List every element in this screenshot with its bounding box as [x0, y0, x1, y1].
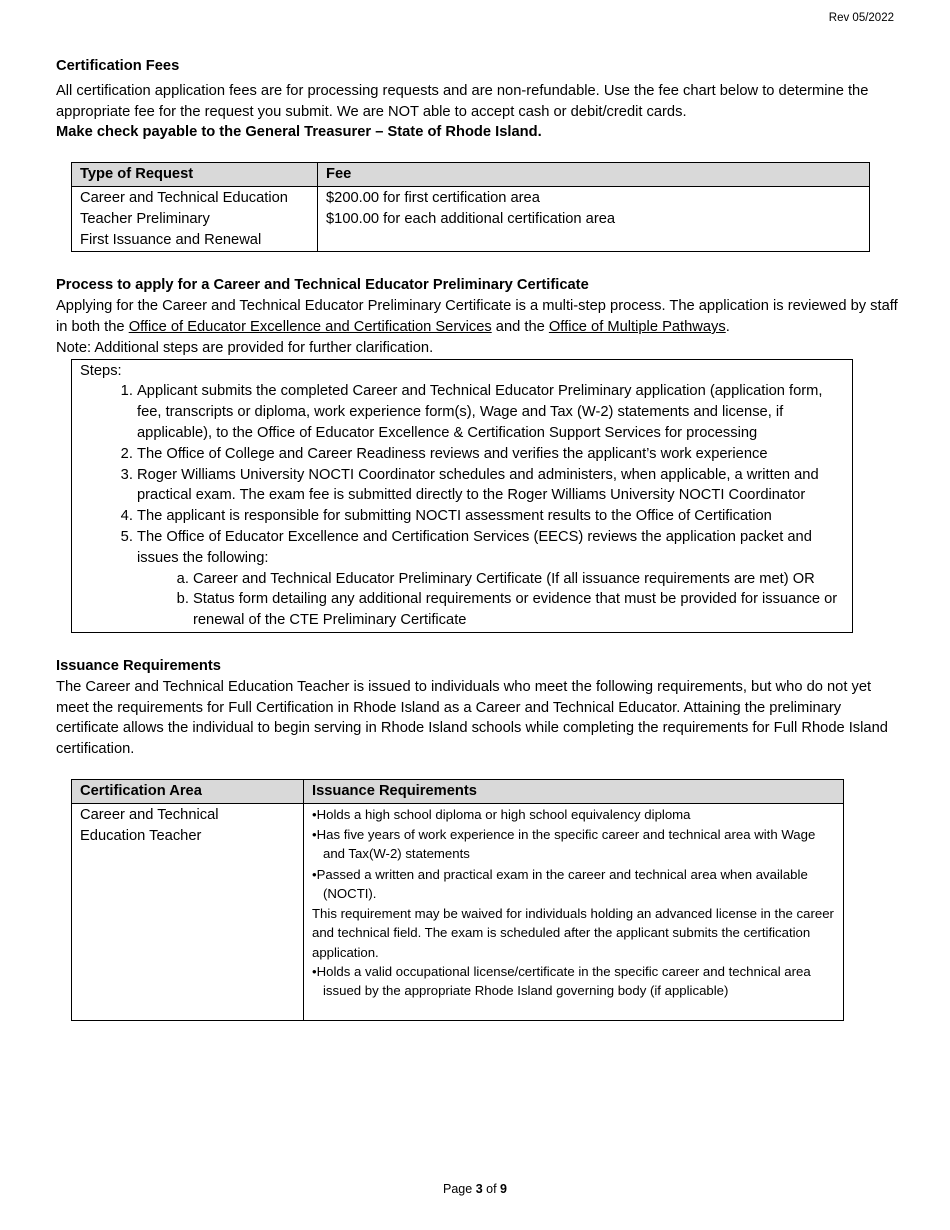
- page-total: 9: [500, 1182, 507, 1196]
- step-item: 4. The applicant is responsible for submitting NOCTI assessment results to the Office of Certification: [137, 506, 844, 527]
- requirement-item: • Passed a written and practical exam in the career and technical area when available (NOCTI).: [312, 865, 835, 904]
- substep-item: b. Status form detailing any additional requirements or evidence that must be provided for issuance or renewal of the CTE Preliminary Certificate: [193, 589, 844, 631]
- requirement-note: This requirement may be waived for individuals holding an advanced license in the career and technical field. The exam is scheduled after the applicant submits the certification application.: [312, 906, 834, 960]
- issuance-heading: Issuance Requirements: [56, 657, 221, 674]
- process-intro: [56, 296, 898, 338]
- substep-item: a. Career and Technical Educator Preliminary Certificate (If all issuance requirements are met) OR: [193, 569, 844, 590]
- certification-area-cell: [72, 803, 304, 1020]
- requirement-item: • Holds a valid occupational license/certificate in the specific career and technical area issued by the appropriate Rhode Island governing body (if applicable): [312, 962, 835, 1001]
- substeps-list: [137, 569, 844, 631]
- fee-type-line: First Issuance and Renewal: [80, 231, 262, 248]
- step-item: 3. Roger Williams University NOCTI Coordinator schedules and administers, when applicable, a written and practical exam. The exam fee is submitted directly to the Roger Williams University NOCTI Coordinator: [137, 465, 844, 507]
- page-of: of: [482, 1182, 501, 1196]
- req-table-header-requirements: Issuance Requirements: [304, 779, 844, 803]
- requirement-item: • Has five years of work experience in the specific career and technical area with Wage and Tax(W-2) statements: [312, 825, 835, 864]
- page-content: [56, 56, 898, 1021]
- fees-paragraph: All certification application fees are for processing requests and are non-refundable. Use the fee chart below to determine the appropriate fee for the request you submit. We are NOT able to accept cash or debit/credit cards.: [56, 82, 869, 120]
- office-eecs-link: Office of Educator Excellence and Certification Services: [128, 318, 492, 335]
- step-item-text: The Office of Educator Excellence and Certification Services (EECS) reviews the application packet and issues the following:: [137, 528, 812, 566]
- requirement-item: • Holds a high school diploma or high school equivalency diploma: [312, 805, 835, 824]
- fees-heading: Certification Fees: [56, 58, 180, 74]
- req-table-row: [72, 803, 844, 1020]
- req-table-header-row: [72, 779, 844, 803]
- fee-amount-cell: [318, 186, 870, 251]
- fee-table-header-type: Type of Request: [72, 163, 318, 187]
- fee-type-cell: [72, 186, 318, 251]
- process-intro-text: .: [725, 318, 730, 335]
- steps-list: [80, 381, 844, 631]
- office-multiple-pathways-link: Office of Multiple Pathways: [548, 318, 726, 335]
- step-item: [137, 527, 844, 631]
- area-line: Career and Technical: [80, 806, 219, 823]
- process-note: Note: Additional steps are provided for further clarification.: [56, 339, 434, 356]
- page-number: [0, 1181, 950, 1197]
- req-table-header-area: Certification Area: [72, 779, 304, 803]
- fee-line: $100.00 for each additional certification area: [326, 210, 616, 227]
- fee-line: $200.00 for first certification area: [326, 189, 540, 206]
- issuance-requirements-table: [71, 779, 844, 1021]
- page-prefix: Page: [443, 1182, 476, 1196]
- fee-table-header-fee: Fee: [318, 163, 870, 187]
- step-item: 1. Applicant submits the completed Career and Technical Educator Preliminary application (application form, fee, transcripts or diploma, work experience form(s), Wage and Tax (W-2) statements and license, if applicable), to the Office of Educator Excellence & Certification Support Services for processing: [137, 381, 844, 443]
- revision-date: Rev 05/2022: [828, 12, 894, 24]
- steps-label: Steps:: [80, 362, 122, 379]
- fee-type-line: Career and Technical Education: [80, 189, 288, 206]
- requirements-cell: [304, 803, 844, 1020]
- steps-box: [71, 359, 853, 633]
- fee-type-line: Teacher Preliminary: [80, 210, 210, 227]
- check-payable-note: Make check payable to the General Treasurer – State of Rhode Island.: [56, 124, 542, 141]
- fee-table: [71, 162, 870, 252]
- process-intro-text: and the: [491, 318, 549, 335]
- process-intro-text: Applying for the Career and Technical Educator Preliminary Certificate is a multi-step process. The application is reviewed by staff in both the: [56, 298, 898, 335]
- process-heading: Process to apply for a Career and Technical Educator Preliminary Certificate: [56, 277, 589, 294]
- area-line: Education Teacher: [80, 827, 202, 844]
- fee-table-row: [72, 186, 870, 251]
- page-current: 3: [475, 1182, 483, 1196]
- step-item: 2. The Office of College and Career Readiness reviews and verifies the applicant’s work experience: [137, 444, 844, 465]
- issuance-paragraph: The Career and Technical Education Teacher is issued to individuals who meet the following requirements, but who do not yet meet the requirements for Full Certification in Rhode Island as a Career and Technical Educator. Attaining the preliminary certificate allows the individual to begin serving in Rhode Island schools while completing the requirements for Full Rhode Island certification.: [56, 678, 888, 758]
- fee-table-header-row: [72, 163, 870, 187]
